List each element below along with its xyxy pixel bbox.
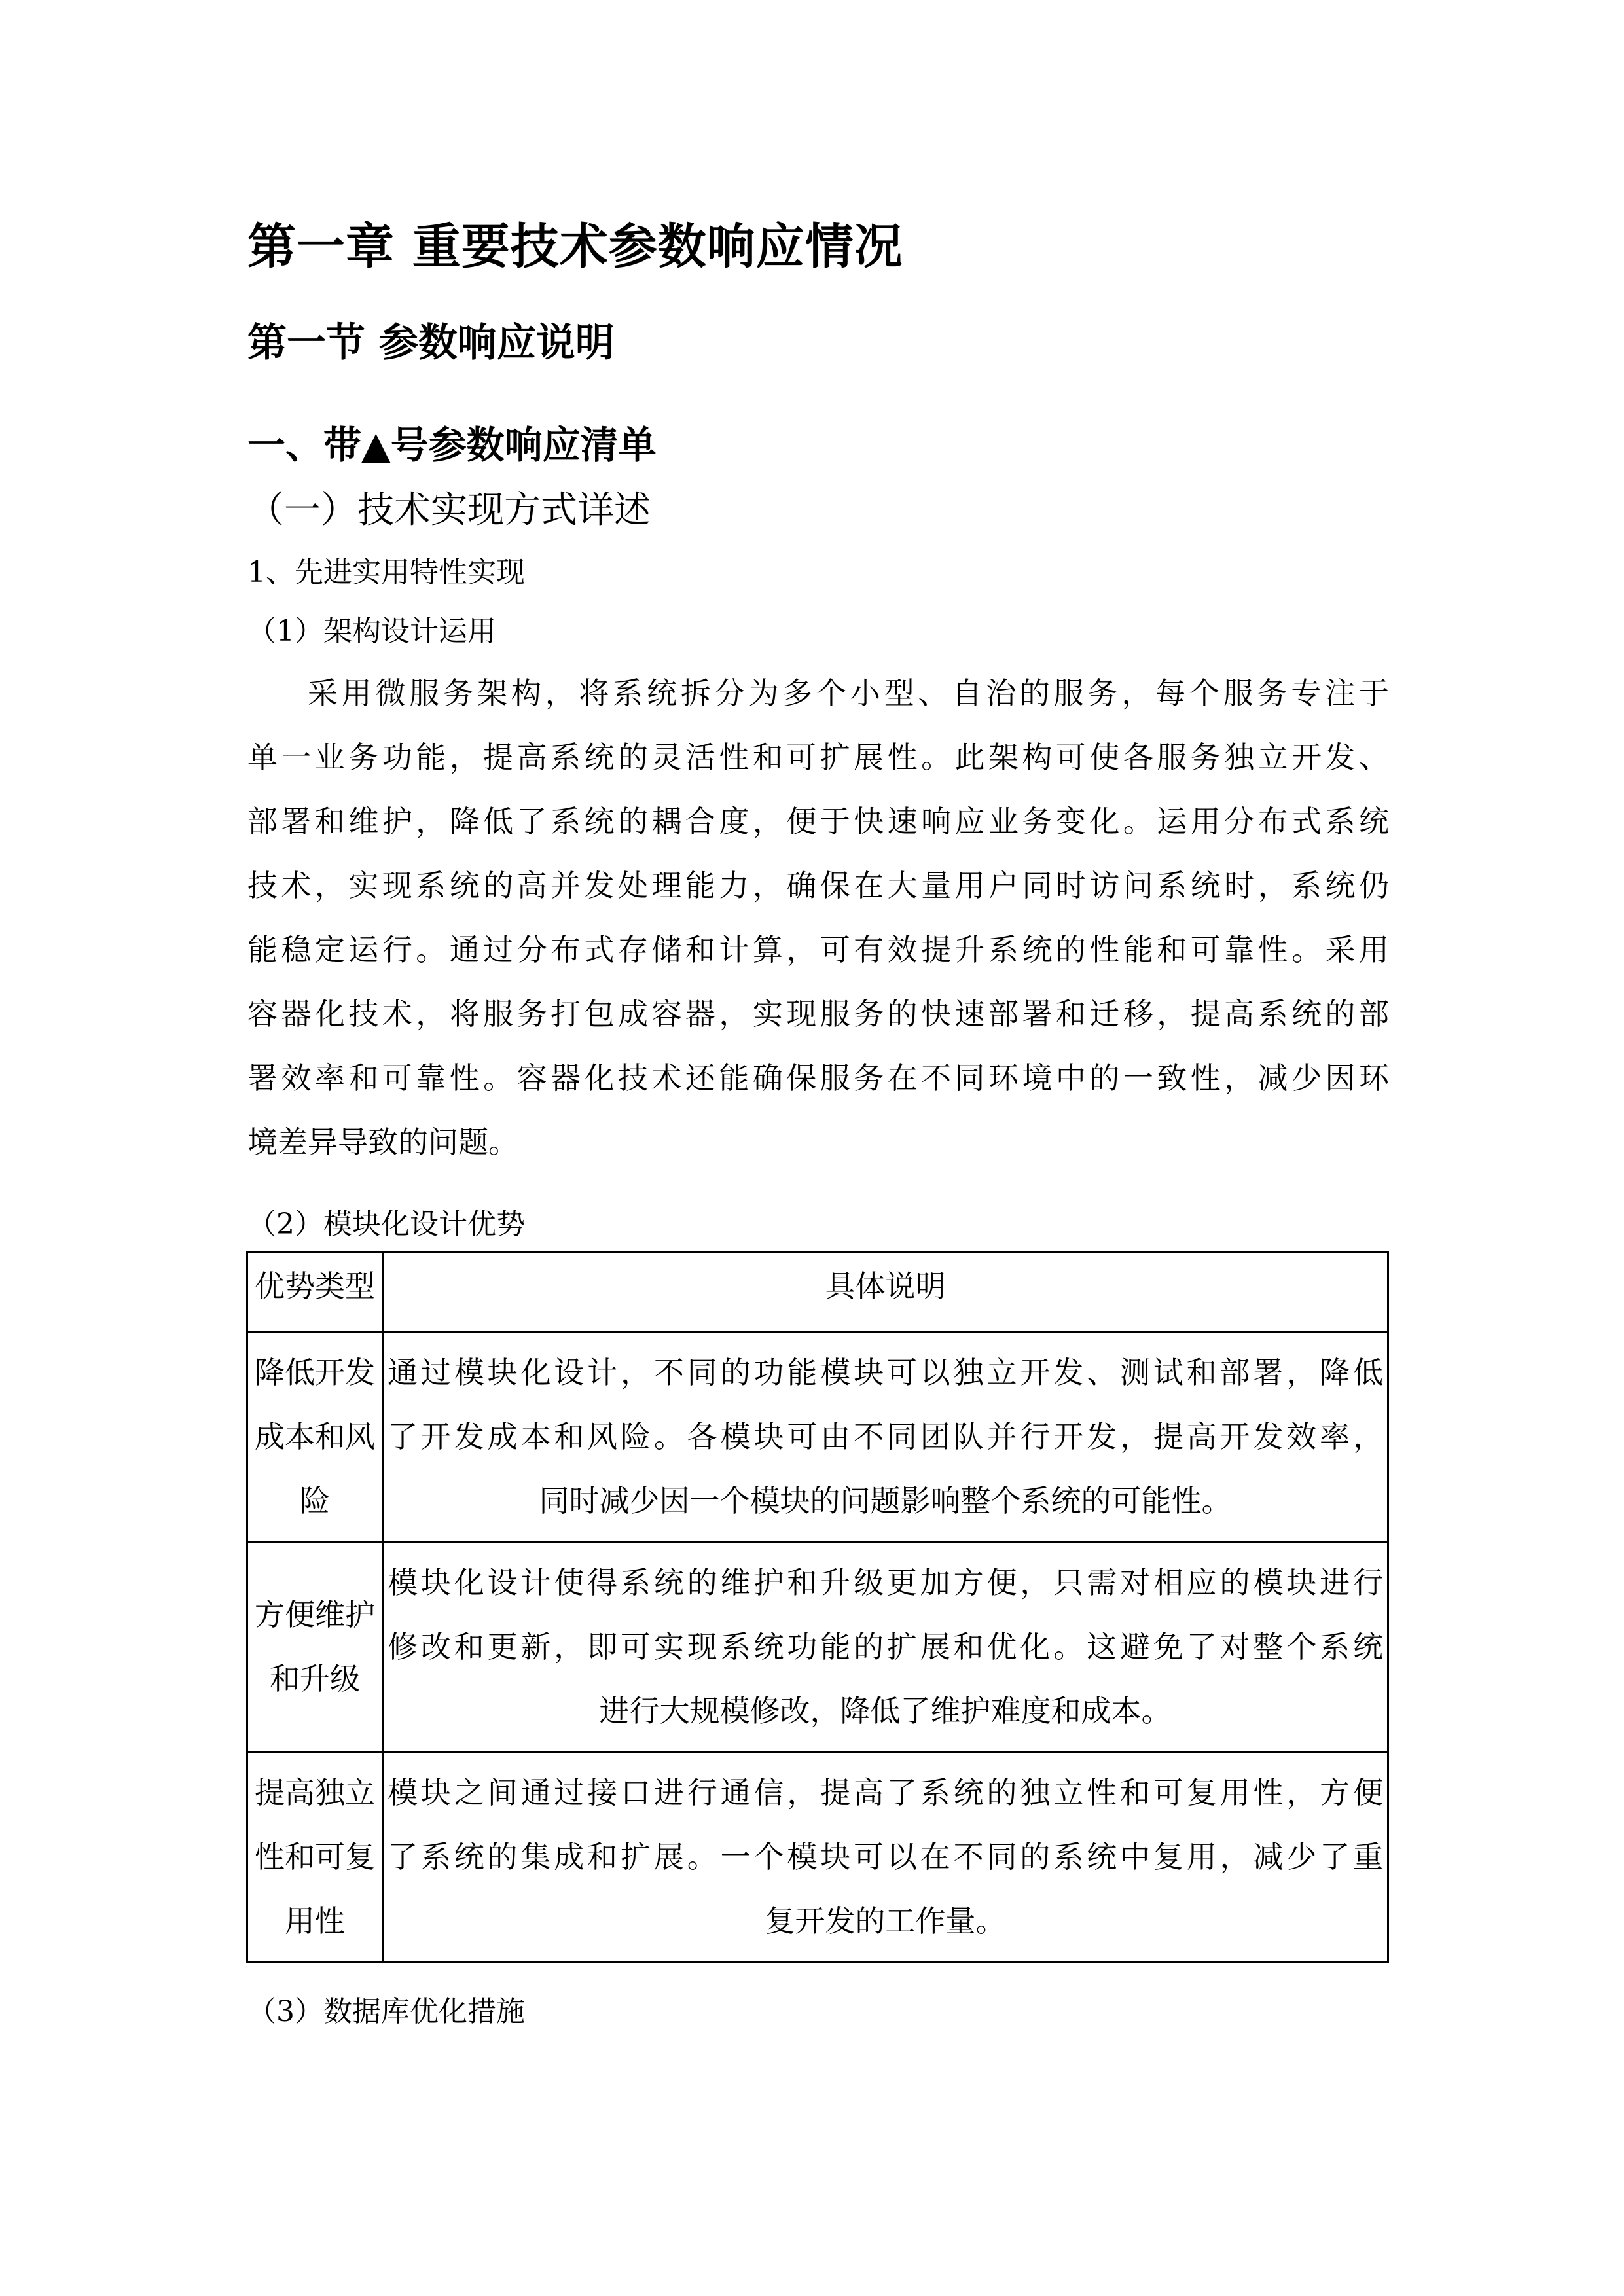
column-header-desc — [383, 1253, 1388, 1332]
subpart-title: （一）技术实现方式详述 — [247, 489, 651, 531]
cell-line: 降低开发 — [255, 1355, 375, 1390]
paragraph-line: 技术，实现系统的高并发处理能力，确保在大量用户同时访问系统时，系统仍 — [247, 868, 1389, 903]
cell-line: 成本和风 — [255, 1419, 375, 1454]
cell-line: 方便维护 — [255, 1597, 375, 1632]
cell-line: 和升级 — [270, 1661, 360, 1696]
modular-heading: （2）模块化设计优势 — [247, 1208, 525, 1241]
cell-line: 险 — [300, 1483, 330, 1518]
column-header-type — [247, 1253, 383, 1332]
cell-line: 性和可复 — [255, 1839, 375, 1874]
advantage-desc-cell — [383, 1752, 1388, 1962]
header-label: 具体说明 — [825, 1268, 946, 1304]
database-heading: （3）数据库优化措施 — [247, 1995, 525, 2028]
advantage-type-cell — [247, 1542, 383, 1752]
header-label: 优势类型 — [255, 1268, 375, 1304]
cell-line: 进行大规模修改，降低了维护难度和成本。 — [599, 1693, 1172, 1729]
table-row — [247, 1332, 1388, 1542]
advantage-desc-cell — [383, 1542, 1388, 1752]
cell-line: 复开发的工作量。 — [765, 1903, 1006, 1939]
paragraph-line: 采用微服务架构，将系统拆分为多个小型、自治的服务，每个服务专注于 — [308, 675, 1389, 711]
section-title: 第一节 参数响应说明 — [247, 320, 615, 366]
architecture-heading: （1）架构设计运用 — [247, 615, 496, 648]
table-row — [247, 1542, 1388, 1752]
part-title: 一、带▲号参数响应清单 — [247, 423, 657, 467]
cell-line: 同时减少因一个模块的问题影响整个系统的可能性。 — [539, 1483, 1232, 1518]
paragraph-line: 容器化技术，将服务打包成容器，实现服务的快速部署和迁移，提高系统的部 — [247, 996, 1389, 1031]
table-row — [247, 1752, 1388, 1962]
item-title: 1、先进实用特性实现 — [247, 556, 525, 589]
advantage-desc-cell — [383, 1332, 1388, 1542]
advantage-type-cell — [247, 1332, 383, 1542]
paragraph-line: 部署和维护，降低了系统的耦合度，便于快速响应业务变化。运用分布式系统 — [247, 804, 1389, 839]
table-header-row — [247, 1253, 1388, 1332]
cell-line: 模块化设计使得系统的维护和升级更加方便，只需对相应的模块进行 — [388, 1565, 1383, 1600]
cell-line: 通过模块化设计，不同的功能模块可以独立开发、测试和部署，降低 — [388, 1355, 1383, 1390]
paragraph-line: 境差异导致的问题。 — [247, 1124, 518, 1160]
cell-line: 模块之间通过接口进行通信，提高了系统的独立性和可复用性，方便 — [388, 1775, 1383, 1810]
cell-line: 修改和更新，即可实现系统功能的扩展和优化。这避免了对整个系统 — [388, 1629, 1383, 1664]
cell-line: 提高独立 — [255, 1775, 375, 1810]
cell-line: 了开发成本和风险。各模块可由不同团队并行开发，提高开发效率， — [388, 1419, 1383, 1454]
chapter-title: 第一章 重要技术参数响应情况 — [247, 219, 903, 275]
cell-line: 用性 — [285, 1903, 345, 1939]
cell-line: 了系统的集成和扩展。一个模块可以在不同的系统中复用，减少了重 — [388, 1839, 1383, 1874]
paragraph-line: 单一业务功能，提高系统的灵活性和可扩展性。此架构可使各服务独立开发、 — [247, 740, 1389, 775]
modular-advantages-table — [246, 1251, 1389, 1963]
advantage-type-cell — [247, 1752, 383, 1962]
paragraph-line: 能稳定运行。通过分布式存储和计算，可有效提升系统的性能和可靠性。采用 — [247, 932, 1389, 967]
paragraph-line: 署效率和可靠性。容器化技术还能确保服务在不同环境中的一致性，减少因环 — [247, 1060, 1389, 1096]
architecture-paragraph — [247, 661, 1389, 1174]
